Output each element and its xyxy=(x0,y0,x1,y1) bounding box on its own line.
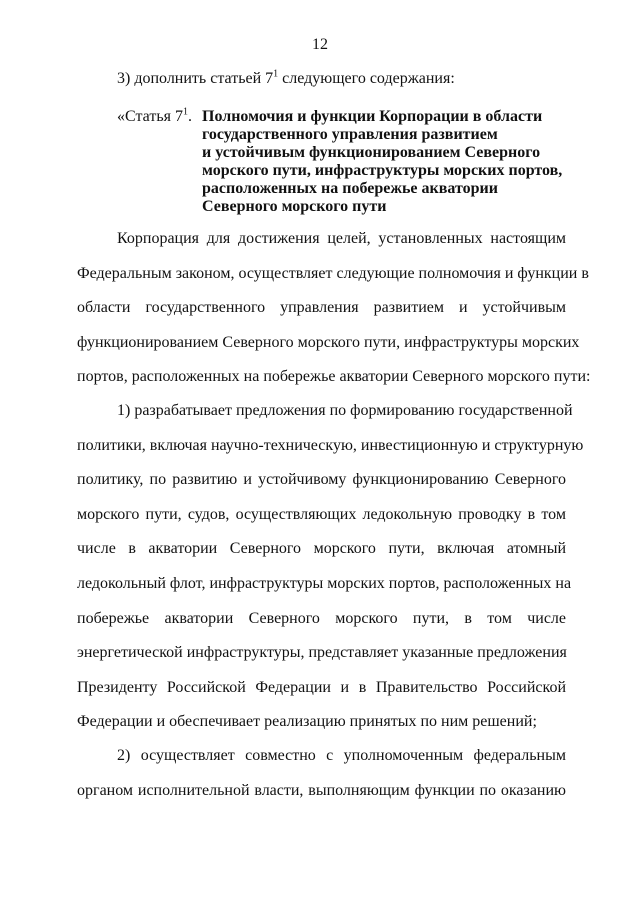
paragraph-line: числе в акватории Северного морского пути, включая атомный xyxy=(77,540,566,558)
paragraph-line: Корпорация для достижения целей, установленных настоящим xyxy=(117,230,566,247)
amendment-intro xyxy=(117,70,455,88)
paragraph-line: ледокольный флот, инфраструктуры морских портов, расположенных на xyxy=(77,574,572,592)
article-label-superscript: 1 xyxy=(182,106,188,118)
article-title-line: морского пути, инфраструктуры морских портов, xyxy=(202,162,563,179)
paragraph-line: области государственного управления развитием и устойчивым xyxy=(77,299,566,317)
paragraph-line: 1) разрабатывает предложения по формированию государственной xyxy=(117,402,573,419)
paragraph-line: 2) осуществляет совместно с уполномоченным федеральным xyxy=(117,747,566,764)
paragraph-line: морского пути, судов, осуществляющих ледокольную проводку в том xyxy=(77,505,566,523)
paragraph-line: Президенту Российской Федерации и в Правительство Российской xyxy=(77,678,566,696)
amendment-intro-superscript: 1 xyxy=(273,68,279,80)
paragraph-line: энергетической инфраструктуры, представляет указанные предложения xyxy=(77,644,567,662)
paragraph-corporation-powers xyxy=(77,229,591,402)
article-title-line: Полномочия и функции Корпорации в области xyxy=(202,108,543,125)
article-title xyxy=(202,108,587,216)
paragraph-line: функционированием Северного морского пути, инфраструктуры морских xyxy=(77,333,580,351)
article-title-line: государственного управления развитием xyxy=(202,126,498,143)
article-title-line: расположенных на побережье акватории xyxy=(202,180,498,197)
page-number: 12 xyxy=(312,36,328,53)
paragraph-line: органом исполнительной власти, выполняющим функции по оказанию xyxy=(77,781,566,799)
amendment-intro-text: 3) дополнить статьей 7 xyxy=(117,70,274,87)
paragraph-item-1 xyxy=(77,401,584,747)
paragraph-line: политики, включая научно-техническую, инвестиционную и структурную xyxy=(77,436,584,454)
paragraph-item-2 xyxy=(77,746,566,815)
paragraph-line: Федеральным законом, осуществляет следующие полномочия и функции в xyxy=(77,264,589,282)
paragraph-line: побережье акватории Северного морского пути, в том числе xyxy=(77,609,566,627)
amendment-intro-text-end: следующего содержания: xyxy=(278,70,455,87)
paragraph-line: Федерации и обеспечивает реализацию принятых по ним решений; xyxy=(77,713,537,731)
paragraph-line: политику, по развитию и устойчивому функционированию Северного xyxy=(77,471,566,489)
paragraph-line: портов, расположенных на побережье акватории Северного морского пути: xyxy=(77,368,591,386)
article-title-line: и устойчивым функционированием Северного xyxy=(202,144,541,161)
article-label-dot: . xyxy=(187,108,192,125)
article-label-text: «Статья 7 xyxy=(117,108,183,125)
article-label xyxy=(117,108,192,126)
article-title-line: Северного морского пути xyxy=(202,198,387,215)
